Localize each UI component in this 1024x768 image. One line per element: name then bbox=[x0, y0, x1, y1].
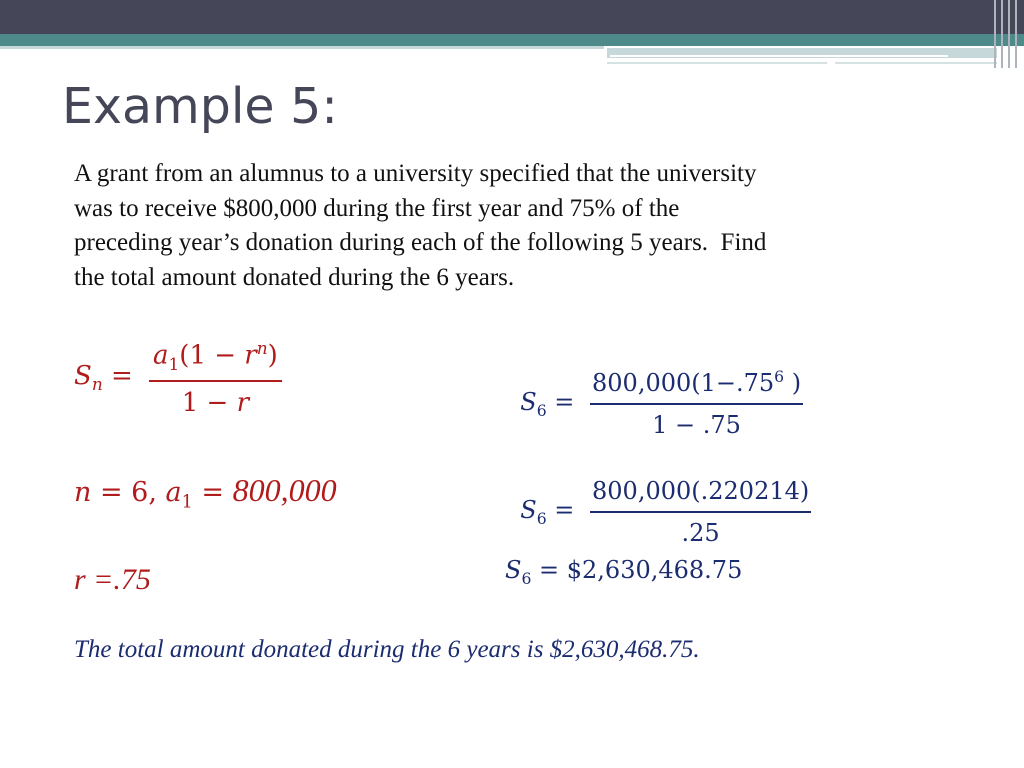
header-bar-teal bbox=[0, 34, 1024, 46]
step-3-result: $S_6$ = $2,630,468.75 bbox=[505, 556, 743, 588]
step-1: $S_6$ = $\frac{800,000(1-.75^6 )}{1 - .75}$ bbox=[520, 368, 802, 439]
step-2-fraction: $\frac{800,000(.220214)}{.25}$ bbox=[592, 477, 810, 547]
problem-line: was to receive $800,000 during the first year and 75% of the bbox=[74, 194, 680, 222]
formula-lhs: $S_n$ = bbox=[74, 361, 133, 395]
header-stripe bbox=[994, 0, 996, 68]
problem-statement bbox=[74, 157, 954, 295]
header-stripe bbox=[1008, 0, 1010, 68]
total-result: $2,630,468.75 bbox=[566, 556, 743, 584]
sum-formula bbox=[74, 336, 282, 420]
step-1-fraction: $\frac{800,000(1-.75^6 )}{1 - .75}$ bbox=[592, 368, 802, 439]
conclusion: The total amount donated during the 6 years is $2,630,468.75. bbox=[74, 636, 700, 663]
given-n-a1: n = 6, $a_1 = 800,000$ bbox=[74, 472, 337, 513]
formula-denominator: 1 − r bbox=[149, 380, 282, 420]
header-stripe bbox=[1015, 0, 1017, 68]
slide-title: Example 5: bbox=[62, 78, 338, 135]
header-bar-white-accent bbox=[610, 55, 948, 57]
problem-line: preceding year’s donation during each of the following 5 years. Find bbox=[74, 229, 767, 256]
header-stripe bbox=[1001, 0, 1003, 68]
formula-numerator: $a_1(1 - r^n)$ bbox=[153, 338, 278, 374]
header-bar-dark bbox=[0, 0, 1024, 34]
given-r: r =.75 bbox=[74, 563, 151, 596]
header-rule-left bbox=[607, 62, 827, 64]
header-bar-light bbox=[0, 46, 604, 49]
first-term-value: 800,000 bbox=[232, 472, 337, 508]
problem-line: A grant from an alumnus to a university specified that the university bbox=[74, 160, 757, 187]
header-rule-right bbox=[835, 62, 997, 64]
step-2: $S_6$ = $\frac{800,000(.220214)}{.25}$ bbox=[520, 477, 810, 547]
problem-line: the total amount donated during the 6 years. bbox=[74, 263, 515, 291]
formula-fraction bbox=[149, 336, 282, 420]
